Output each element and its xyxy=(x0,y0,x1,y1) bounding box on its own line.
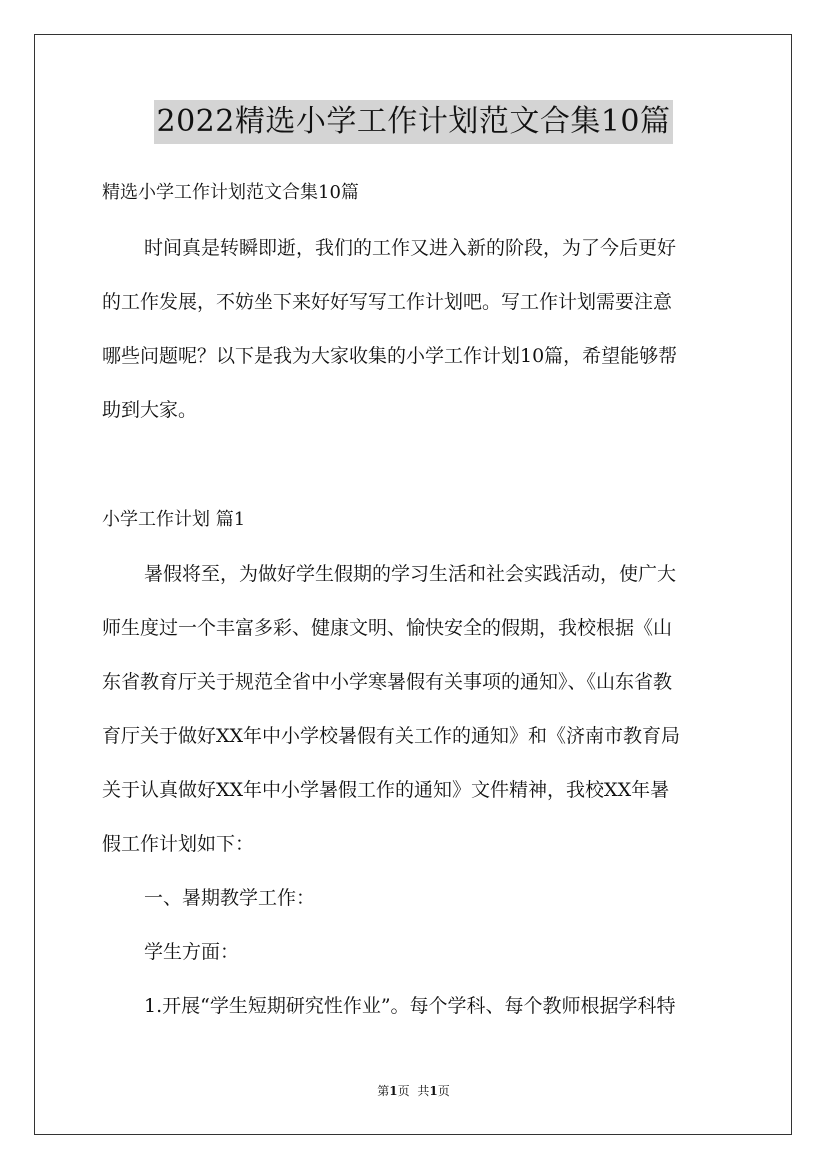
paragraph-line: 的工作发展，不妨坐下来好好写写工作计划吧。写工作计划需要注意 xyxy=(102,291,673,313)
page-footer xyxy=(0,1083,827,1099)
paragraph-line: 时间真是转瞬即逝，我们的工作又进入新的阶段，为了今后更好 xyxy=(144,237,677,259)
document-title: 2022精选小学工作计划范文合集10篇 xyxy=(154,100,672,144)
paragraph-line: 哪些问题呢？以下是我为大家收集的小学工作计划10篇，希望能够帮 xyxy=(102,345,678,367)
paragraph-line: 助到大家。 xyxy=(102,399,198,421)
subtitle-line: 精选小学工作计划范文合集10篇 xyxy=(102,182,359,203)
section-heading: 小学工作计划 篇1 xyxy=(102,509,246,530)
list-item: 1.开展“学生短期研究性作业”。每个学科、每个教师根据学科特 xyxy=(144,995,676,1017)
paragraph-line: 假工作计划如下： xyxy=(102,833,255,855)
total-suffix: 页 xyxy=(437,1084,450,1098)
total-number: 1 xyxy=(429,1084,438,1098)
paragraph-line: 暑假将至，为做好学生假期的学习生活和社会实践活动，使广大 xyxy=(144,563,677,585)
page-suffix: 页 xyxy=(397,1084,410,1098)
paragraph-line: 东省教育厅关于规范全省中小学寒暑假有关事项的通知》、《山东省教 xyxy=(102,671,673,693)
subsection-label: 学生方面： xyxy=(144,941,240,963)
paragraph-line: 育厅关于做好XX年中小学校暑假有关工作的通知》和《济南市教育局 xyxy=(102,725,681,747)
title-container xyxy=(0,100,827,144)
total-prefix: 共 xyxy=(417,1084,430,1098)
page-prefix: 第 xyxy=(377,1084,390,1098)
paragraph-line: 关于认真做好XX年中小学暑假工作的通知》文件精神，我校XX年暑 xyxy=(102,779,670,801)
paragraph-line: 师生度过一个丰富多彩、健康文明、愉快安全的假期，我校根据《山 xyxy=(102,617,673,639)
subsection-heading: 一、暑期教学工作： xyxy=(144,887,316,909)
page-number: 1 xyxy=(389,1084,398,1098)
